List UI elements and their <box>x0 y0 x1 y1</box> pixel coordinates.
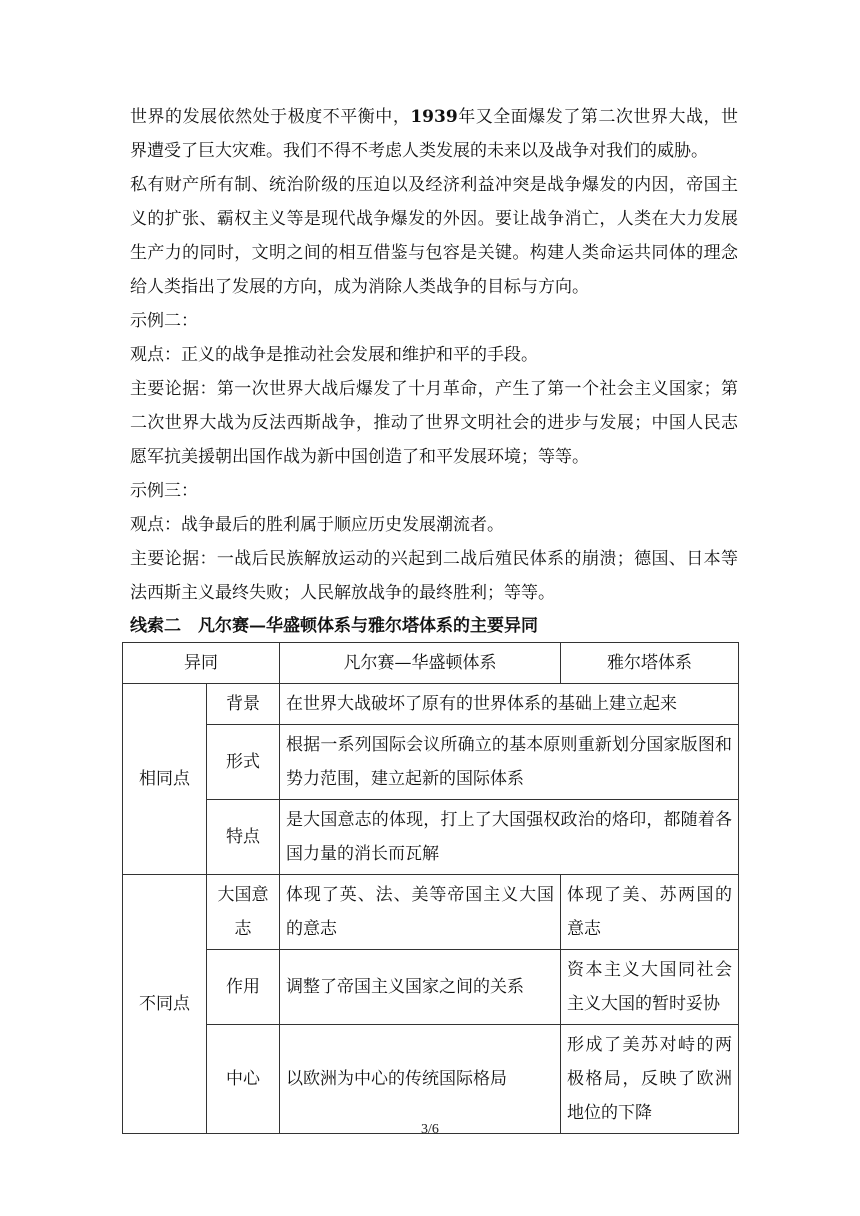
group-similar: 相同点 <box>123 684 207 875</box>
table-row <box>123 684 739 725</box>
yalta-cell: 形成了美苏对峙的两极格局，反映了欧洲地位的下降 <box>561 1025 739 1134</box>
row-label: 形式 <box>207 725 280 800</box>
paragraph-intro-part2: 年又全面爆发了第二次世界大战，世界遭受了巨大灾难。我们不得不考虑人类发展的未来以及战争对我们的威胁。 <box>130 107 739 161</box>
paragraph-intro-part1: 世界的发展依然处于极度不平衡中， <box>130 107 411 127</box>
row-label: 特点 <box>207 800 280 875</box>
example3-argument: 主要论据：一战后民族解放运动的兴起到二战后殖民体系的崩溃；德国、日本等法西斯主义最终失败；人民解放战争的最终胜利；等等。 <box>130 549 738 603</box>
group-different: 不同点 <box>123 875 207 1134</box>
paragraph-intro <box>130 100 738 168</box>
year-1939: 1939 <box>410 107 458 127</box>
example2-argument: 主要论据：第一次世界大战后爆发了十月革命，产生了第一个社会主义国家；第二次世界大战为反法西斯战争，推动了世界文明社会的进步与发展；中国人民志愿军抗美援朝出国作战为新中国创造了和平发展环境；等等。 <box>130 379 738 467</box>
versailles-cell: 体现了英、法、美等帝国主义大国的意志 <box>280 875 561 950</box>
example2-viewpoint: 观点：正义的战争是推动社会发展和维护和平的手段。 <box>130 345 538 365</box>
row-text: 在世界大战破坏了原有的世界体系的基础上建立起来 <box>280 684 739 725</box>
table-row <box>123 875 739 950</box>
example3-viewpoint: 观点：战争最后的胜利属于顺应历史发展潮流者。 <box>130 515 504 535</box>
row-text: 根据一系列国际会议所确立的基本原则重新划分国家版图和势力范围，建立起新的国际体系 <box>280 725 739 800</box>
paragraph-causes: 私有财产所有制、统治阶级的压迫以及经济利益冲突是战争爆发的内因，帝国主义的扩张、霸权主义等是现代战争爆发的外因。要让战争消亡，人类在大力发展生产力的同时，文明之间的相互借鉴与包容是关键。构建人类命运共同体的理念给人类指出了发展的方向，成为消除人类战争的目标与方向。 <box>130 175 738 297</box>
table-row <box>123 1025 739 1134</box>
header-yalta: 雅尔塔体系 <box>561 643 739 684</box>
table-header-row <box>123 643 739 684</box>
row-label: 背景 <box>207 684 280 725</box>
example3-title: 示例三： <box>130 481 198 501</box>
table-row <box>123 950 739 1025</box>
section-heading: 线索二 凡尔赛—华盛顿体系与雅尔塔体系的主要异同 <box>130 616 538 636</box>
table-row <box>123 800 739 875</box>
header-versailles: 凡尔赛—华盛顿体系 <box>280 643 561 684</box>
header-diff-sim: 异同 <box>123 643 280 684</box>
comparison-table <box>122 642 739 1134</box>
versailles-cell: 以欧洲为中心的传统国际格局 <box>280 1025 561 1134</box>
document-body <box>130 100 738 642</box>
versailles-cell: 调整了帝国主义国家之间的关系 <box>280 950 561 1025</box>
row-label: 作用 <box>207 950 280 1025</box>
example2-title: 示例二： <box>130 311 198 331</box>
yalta-cell: 资本主义大国同社会主义大国的暂时妥协 <box>561 950 739 1025</box>
row-label: 中心 <box>207 1025 280 1134</box>
page-number: 3/6 <box>421 1122 439 1137</box>
table-row <box>123 725 739 800</box>
yalta-cell: 体现了美、苏两国的意志 <box>561 875 739 950</box>
row-label: 大国意志 <box>207 875 280 950</box>
row-text: 是大国意志的体现，打上了大国强权政治的烙印，都随着各国力量的消长而瓦解 <box>280 800 739 875</box>
